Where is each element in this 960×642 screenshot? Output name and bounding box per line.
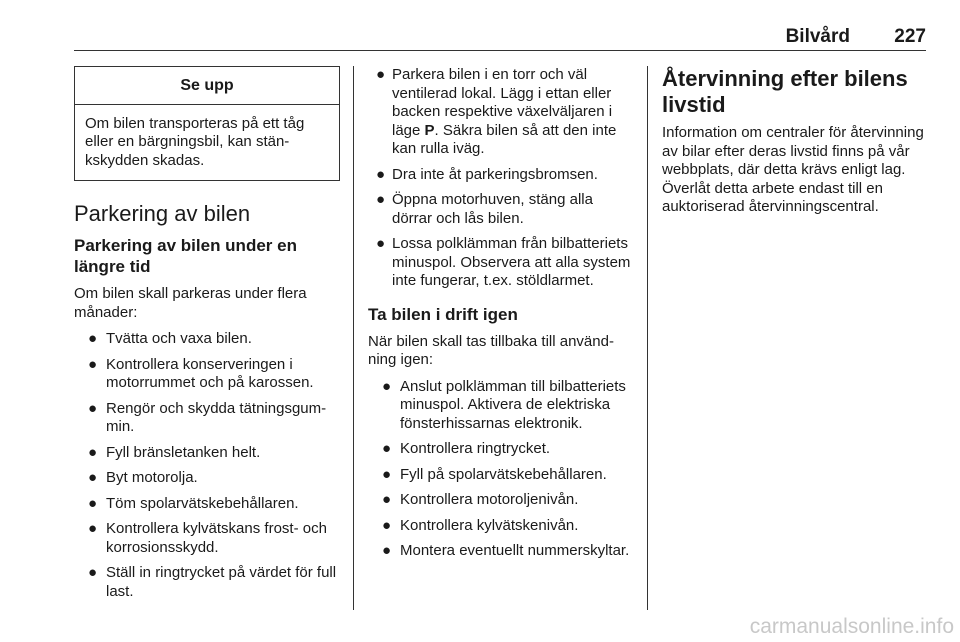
bullet-icon: ● — [376, 191, 386, 208]
bullet-icon: ● — [382, 491, 392, 508]
list-item: ● Kontrollera motoroljenivån. — [382, 491, 579, 508]
caution-title: Se upp — [75, 67, 339, 105]
restart-checklist — [368, 378, 634, 561]
column-middle — [368, 66, 634, 568]
recycling-paragraph: Information om centraler för återvinning av bilar efter deras livstid finns på vår webbplats, där detta krävs enligt lag. Överlåt detta arbete endast till en auktoriserad återvinningscentral. — [662, 124, 924, 215]
column-divider — [647, 66, 648, 610]
bullet-icon: ● — [382, 542, 392, 559]
intro-paragraph: Om bilen skall parkeras under flera månader: — [74, 285, 307, 321]
bullet-icon: ● — [382, 377, 392, 395]
gear-position-label: P — [424, 121, 435, 139]
bullet-icon: ● — [88, 520, 98, 537]
list-item: ● Lossa polklämman från bilbatteriets minuspol. Observera att alla system inte fungerar, t.ex. stöldlarmet. — [376, 235, 631, 289]
bullet-icon: ● — [88, 443, 98, 461]
section-heading: Återvinning efter bilens livstid — [662, 66, 908, 117]
bullet-icon: ● — [376, 165, 386, 183]
bullet-icon: ● — [382, 465, 392, 483]
list-item: ● Ställ in ringtrycket på värdet för full last. — [88, 564, 337, 600]
list-item: ● Fyll bränsletanken helt. — [88, 443, 261, 461]
list-item: ● Tvätta och vaxa bilen. — [88, 330, 252, 347]
list-item: ● Kontrollera kylvätskans frost- och korrosionsskydd. — [88, 520, 327, 556]
bullet-icon: ● — [382, 516, 392, 534]
subsection-heading: Parkering av bilen under en längre tid — [74, 236, 297, 276]
list-item: ● Töm spolarvätskebehållaren. — [88, 494, 299, 512]
column-divider — [353, 66, 354, 610]
list-item: ● Rengör och skydda tätningsgummin. — [88, 399, 327, 435]
bullet-icon: ● — [88, 399, 98, 417]
list-item: ● Kontrollera kylvätskenivån. — [382, 516, 579, 534]
bullet-icon: ● — [376, 66, 386, 83]
list-item: ● Anslut polklämman till bilbatteriets minuspol. Aktivera de elektriska fönsterhissarnas elektronik. — [382, 377, 626, 432]
watermark: carmanualsonline.info — [749, 615, 954, 638]
bullet-icon: ● — [88, 330, 98, 347]
column-left — [74, 66, 340, 608]
caution-text: Om bilen transporteras på ett tåg eller en bärgningsbil, kan stänkskydden skadas. — [85, 114, 305, 169]
section-title: Bilvård — [785, 26, 850, 47]
list-item: ● Kontrollera ringtrycket. — [382, 440, 551, 457]
parking-checklist-continued — [368, 66, 634, 291]
list-item: ● Parkera bilen i en torr och väl ventilerad lokal. Lägg i ettan eller backen respektive växelväljaren i läge P. Säkra bilen så att den inte kan rulla iväg. — [376, 66, 617, 157]
page-number: 227 — [894, 26, 926, 47]
intro-paragraph: När bilen skall tas tillbaka till användning igen: — [368, 332, 614, 368]
section-heading: Parkering av bilen — [74, 201, 251, 226]
list-item: ● Dra inte åt parkeringsbromsen. — [376, 165, 598, 183]
bullet-icon: ● — [376, 235, 386, 252]
parking-checklist — [74, 330, 340, 601]
bullet-icon: ● — [88, 355, 98, 373]
caution-box — [74, 66, 340, 181]
list-item: ● Fyll på spolarvätskebehållaren. — [382, 465, 607, 483]
list-item: ● Montera eventuellt nummerskyltar. — [382, 542, 630, 559]
page-header — [74, 24, 926, 51]
list-item: ● Byt motorolja. — [88, 469, 198, 486]
bullet-icon: ● — [88, 564, 98, 581]
column-right — [662, 66, 928, 225]
bullet-icon: ● — [88, 494, 98, 512]
list-item: ● Öppna motorhuven, stäng alla dörrar och lås bilen. — [376, 191, 593, 227]
bullet-icon: ● — [88, 469, 98, 486]
list-item: ● Kontrollera konserveringen i motorrummet och på karossen. — [88, 355, 314, 391]
subsection-heading: Ta bilen i drift igen — [368, 304, 518, 324]
bullet-icon: ● — [382, 440, 392, 457]
